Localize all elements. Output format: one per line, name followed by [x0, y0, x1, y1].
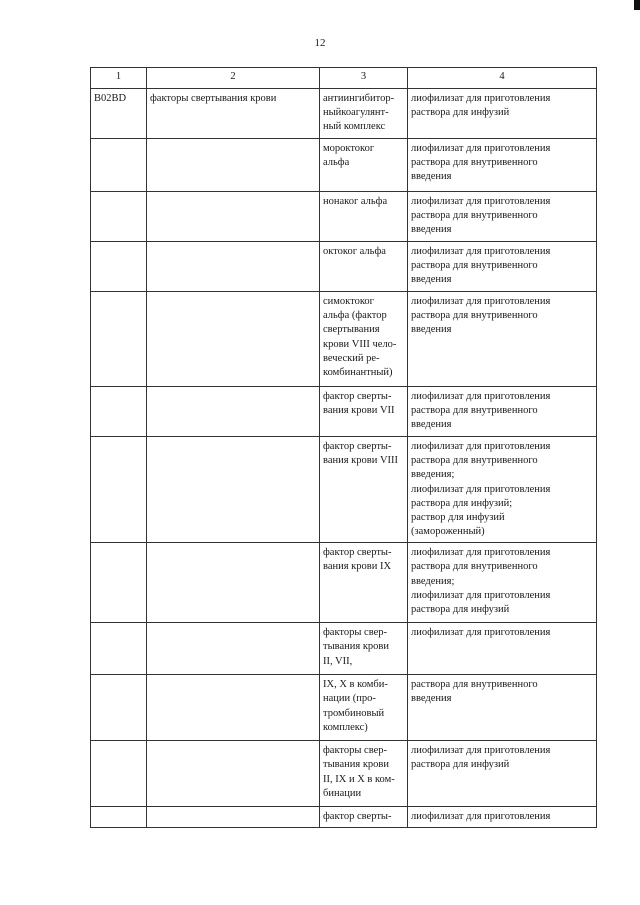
dosage-form-cell: лиофилизат для приготовления: [408, 623, 597, 675]
column-header-3: 3: [320, 68, 408, 89]
drug-name-cell: факторы свер- тывания крови II, IX и X в ком- бинации: [320, 741, 408, 807]
page-number: 12: [314, 37, 326, 49]
group-cell: [147, 387, 320, 437]
code-cell: [91, 292, 147, 387]
drug-name-cell: нонаког альфа: [320, 192, 408, 242]
drug-name-cell: симоктоког альфа (фактор свертывания крови VIII чело- веческий ре- комбинантный): [320, 292, 408, 387]
code-cell: [91, 192, 147, 242]
group-cell: [147, 807, 320, 828]
table-row: [91, 192, 597, 242]
dosage-form-cell: лиофилизат для приготовления раствора для внутривенного введения: [408, 192, 597, 242]
code-cell: [91, 242, 147, 292]
dosage-form-cell: лиофилизат для приготовления: [408, 807, 597, 828]
dosage-form-cell: раствора для внутривенного введения: [408, 675, 597, 741]
dosage-form-cell: лиофилизат для приготовления раствора для внутривенного введения: [408, 139, 597, 192]
column-header-1: 1: [91, 68, 147, 89]
table-row: [91, 89, 597, 139]
code-cell: [91, 387, 147, 437]
table-row: [91, 741, 597, 807]
column-header-4: 4: [408, 68, 597, 89]
table-row: [91, 242, 597, 292]
dosage-form-cell: лиофилизат для приготовления раствора для внутривенного введения: [408, 387, 597, 437]
code-cell: B02BD: [91, 89, 147, 139]
drug-name-cell: IX, X в комби- нации (про- тромбиновый комплекс): [320, 675, 408, 741]
drug-name-cell: фактор сверты- вания крови IX: [320, 543, 408, 623]
dosage-form-cell: лиофилизат для приготовления раствора для инфузий: [408, 741, 597, 807]
table-row: [91, 387, 597, 437]
table-row: [91, 292, 597, 387]
table-row: [91, 623, 597, 675]
drug-name-cell: октоког альфа: [320, 242, 408, 292]
code-cell: [91, 139, 147, 192]
group-cell: факторы свертывания крови: [147, 89, 320, 139]
group-cell: [147, 623, 320, 675]
dosage-form-cell: лиофилизат для приготовления раствора для внутривенного введения: [408, 292, 597, 387]
table-row: [91, 807, 597, 828]
dosage-form-cell: лиофилизат для приготовления раствора для внутривенного введения; лиофилизат для приготовления раствора для инфузий; раствор для инфузий (замороженный): [408, 437, 597, 543]
code-cell: [91, 543, 147, 623]
code-cell: [91, 807, 147, 828]
table-header-row: [91, 68, 597, 89]
drug-table: [90, 67, 597, 828]
table-row: [91, 437, 597, 543]
group-cell: [147, 139, 320, 192]
drug-name-cell: фактор сверты-: [320, 807, 408, 828]
drug-name-cell: антиингибитор- ныйкоагулянт- ный комплекс: [320, 89, 408, 139]
drug-name-cell: мороктоког альфа: [320, 139, 408, 192]
code-cell: [91, 741, 147, 807]
group-cell: [147, 741, 320, 807]
column-header-2: 2: [147, 68, 320, 89]
code-cell: [91, 437, 147, 543]
drug-name-cell: фактор сверты- вания крови VIII: [320, 437, 408, 543]
code-cell: [91, 675, 147, 741]
group-cell: [147, 675, 320, 741]
table-row: [91, 675, 597, 741]
group-cell: [147, 192, 320, 242]
dosage-form-cell: лиофилизат для приготовления раствора для инфузий: [408, 89, 597, 139]
group-cell: [147, 437, 320, 543]
table-body: [91, 89, 597, 828]
group-cell: [147, 543, 320, 623]
table-row: [91, 543, 597, 623]
dosage-form-cell: лиофилизат для приготовления раствора для внутривенного введения; лиофилизат для приготовления раствора для инфузий: [408, 543, 597, 623]
group-cell: [147, 292, 320, 387]
dosage-form-cell: лиофилизат для приготовления раствора для внутривенного введения: [408, 242, 597, 292]
drug-name-cell: фактор сверты- вания крови VII: [320, 387, 408, 437]
drug-name-cell: факторы свер- тывания крови II, VII,: [320, 623, 408, 675]
table-row: [91, 139, 597, 192]
group-cell: [147, 242, 320, 292]
corner-mark: [634, 0, 640, 10]
code-cell: [91, 623, 147, 675]
